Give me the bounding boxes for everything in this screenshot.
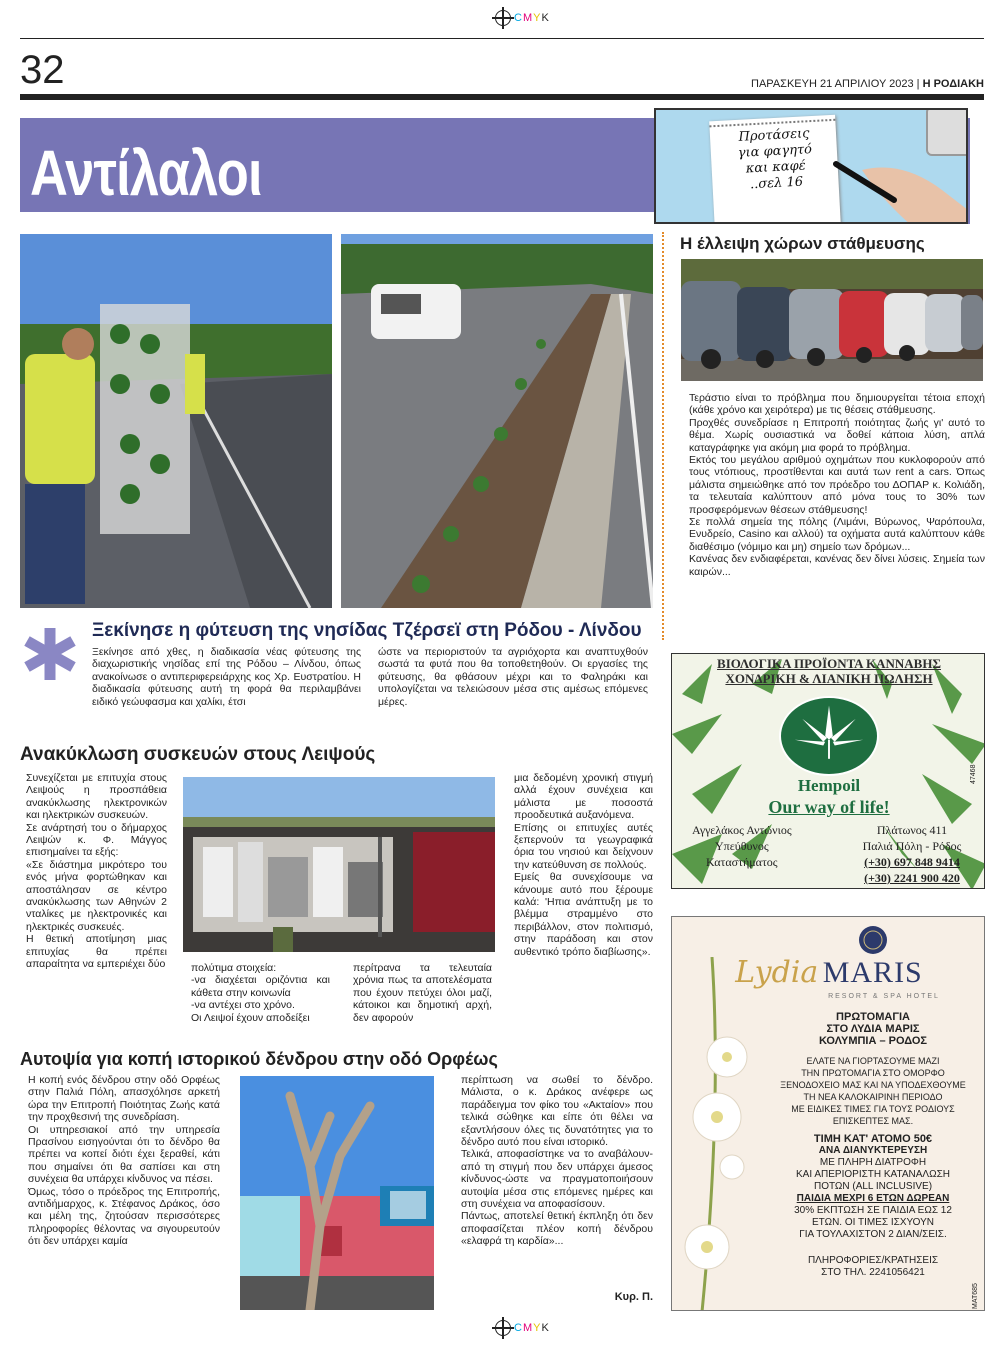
asterisk-icon	[24, 626, 76, 682]
laptop-corner	[926, 108, 968, 156]
lydia-info-1: ΠΛΗΡΟΦΟΡΙΕΣ/ΚΡΑΤΗΣΕΙΣ	[807, 1255, 939, 1266]
crosshair-icon	[495, 1320, 511, 1336]
crosshair-icon	[495, 10, 511, 26]
lydia-body-5: ΜΕ ΕΙΔΙΚΕΣ ΤΙΜΕΣ ΓΙΑ ΤΟΥΣ ΡΟΔΙΟΥΣ	[791, 1104, 955, 1114]
hemp-contact-role-2: Καταστήματος	[706, 855, 778, 869]
hemp-address-2: Παλιά Πόλη - Ρόδος	[862, 839, 962, 853]
promo-notepad	[709, 115, 841, 224]
recycling-col-4: μια δεδομένη χρονική στιγμή αλλά έχουν συνέχεια και μάλιστα με ποσοστά προοδευτικά αυξανόμενα. Επίσης οι επιτυχίες αυτές ξεπερνούν τα γεωγραφικά όρια του νησιού και δείχνουν την κατεύθυνση σε πολλούς. Εμείς θα συνεχίσουμε να κάνουμε αυτό που ξέρουμε καλά: 'Ηπια ανάπτυξη με το βλέμμα στραμμένο στο περιβάλλον, στον πολιτισμό, στην παράδοση και στον αυθεντικό τρόπο διαβίωσης».	[514, 772, 653, 958]
lydia-board-1: ΜΕ ΠΛΗΡΗ ΔΙΑΤΡΟΦΗ	[819, 1157, 927, 1168]
parking-body: Τεράστιο είναι το πρόβλημα που δημιουργείται τέτοια εποχή (κάθε χρόνο και χειρότερα) με τις θέσεις στάθμευσης. Προχθές συνεδρίασε η Επιτροπή ποιότητας ζωής γι' αυτό το θέμα. Χωρίς ουσιαστικά να δοθεί κάποια λύση, απλά καταγράφηκε για ακόμη μια φορά το πρόβλημα. Εκτός του μεγάλου αριθμού οχημάτων που κυκλοφορούν από τους ντόπιους, προστίθενται και αυτά των rent a cars. Όπως μάλιστα σημειώθηκε από τον πρόεδρο του ΔΟΠΑΡ κ. Κολιάδη, τα τελευταία καλύπτουν από μόνα τους το 30% των προσφερόμενων θέσεων στάθμευσης! Σε πολλά σημεία της πόλης (Λιμάνι, Βύρωνος, Ψαρόπουλα, Ενυδρείο, Casino και αλλού) τα οχήματα αυτά καλύπτουν κάθε διαθέσιμο (νόμιμο και μη) σημείο των δρόμων... Κανένας δεν ενδιαφέρεται, κανένας δεν δίνει λύσεις. Σημεία των καιρών...	[689, 392, 985, 578]
hemp-line-2: ΧΟΝΔΡΙΚΗ & ΛΙΑΝΙΚΗ ΠΩΛΗΣΗ	[725, 671, 933, 686]
hemp-phone-1[interactable]: (+30) 697 848 9414	[864, 855, 960, 869]
hemp-line-1: ΒΙΟΛΟΓΙΚΑ ΠΡΟΪΟΝΤΑ ΚΑΝΝΑΒΗΣ	[717, 656, 941, 671]
registration-mark-top: CMYK	[495, 10, 550, 26]
headline-tree: Αυτοψία για κοπή ιστορικού δένδρου στην οδό Ορφέως	[20, 1049, 498, 1069]
headline-planting: Ξεκίνησε η φύτευση της νησίδας Τζέρσεϊ στη Ρόδου - Λίνδου	[92, 620, 642, 641]
photo-orfeos-tree	[240, 1076, 434, 1310]
lydia-body-6: ΕΠΙΣΚΕΠΤΕΣ ΜΑΣ.	[832, 1116, 914, 1126]
photo-recycling-truck	[183, 777, 495, 952]
lydia-body-4: ΤΗ ΝΕΑ ΚΑΛΟΚΑΙΡΙΝΗ ΠΕΡΙΟΔΟ	[803, 1092, 943, 1102]
tree-col-1: Η κοπή ενός δένδρου στην οδό Ορφέως στην Παλιά Πόλη, απασχόλησε αρκετή ώρα την Επιτροπή Ποιότητας Ζωής κατά την προχθεσινή της συνεδρίαση. Οι υπηρεσιακοί από την υπηρεσία Πρασίνου εισηγούνται ότι το δένδρο θα πρέπει να κοπεί διότι έχει ξεραθεί, κάτι που σημαίνει ότι θα σαπίσει και στη συνέχεια θα υπάρχει κίνδυνος να πέσει. Όμως, τόσο ο πρόεδρος της Επιτροπής, αντιδήμαρχος, κ. Στέφανος Δράκος, όσο και μέλη της, ζητούσαν περισσότερες πληροφορίες θέλοντας να σιγουρευτούν ότι δεν υπάρχει καμία	[28, 1074, 220, 1248]
registration-mark-bottom: CMYK	[495, 1320, 550, 1336]
lydia-title-3: ΚΟΛΥΜΠΙΑ – ΡΟΔΟΣ	[818, 1035, 928, 1047]
photo-planting-median	[341, 234, 653, 608]
lydia-board-3: ΠΟΤΩΝ (ALL INCLUSIVE)	[813, 1181, 933, 1192]
column-divider	[662, 232, 664, 640]
photo-planting-workers	[20, 234, 332, 608]
hemp-brand: Hempoil	[797, 776, 861, 795]
hemp-address-1: Πλάτωνος 411	[876, 823, 948, 837]
ad-hempoil[interactable]	[671, 653, 985, 889]
lydia-price-2: ΑΝΑ ΔΙΑΝΥΚΤΕΡΕΥΣΗ	[818, 1145, 928, 1156]
promo-box[interactable]	[654, 108, 968, 224]
cannabis-leaf-icon	[781, 698, 877, 774]
lydia-brand	[672, 955, 985, 990]
recycling-col-3: περίτρανα τα τελευταία χρόνια πως τα αποτελέσματα που έχουν πετύχει όλοι μαζί, κάτοικοι και δημοτική αρχή, δεν αφορούν	[353, 962, 492, 1024]
hemp-ad-code: 47468	[970, 764, 977, 784]
hemp-phone-2[interactable]: (+30) 2241 900 420	[864, 871, 960, 885]
planting-col-1: Ξεκίνησε από χθες, η διαδικασία νέας φύτευσης της διαχωριστικής νησίδας επί της Ρόδου – Λίνδου, όπως ανακοίνωσε ο αντιπεριφερειάρχης κος Χρ. Ευστρατίου. Η διαδικασία φύτευσης αυτή τη φορά θα περιλαμβάνει ειδικό γεώυφασμα και χαλίκι, έτσι	[92, 646, 361, 708]
lydia-price-1: ΤΙΜΗ ΚΑΤ' ΑΤΟΜΟ 50€	[813, 1133, 933, 1145]
recycling-col-1: Συνεχίζεται με επιτυχία στους Λειψούς η προσπάθεια ανακύκλωσης ηλεκτρονικών και ηλεκτρικών συσκευών. Σε ανάρτησή του ο δήμαρχος Λειψών κ. Φ. Μάγγος επισημαίνει τα εξής: «Σε διάστημα μικρότερο του ενός μήνα φορτώθηκαν και αποστάλησαν σε κέντρο ανακύκλωσης των Αθηνών 2 νταλίκες με ηλεκτρονικές και ηλεκτρικές συσκευές. Η θετική αποτίμηση μιας επιτυχίας θα πρέπει απαραίτητα να εμπεριέχει δύο	[26, 772, 167, 971]
lydia-body-2: ΤΗΝ ΠΡΩΤΟΜΑΓΙΑ ΣΤΟ ΟΜΟΡΦΟ	[801, 1068, 945, 1078]
hempoil-logo	[779, 696, 879, 776]
planting-col-2: ώστε να περιοριστούν τα αγριόχορτα και αναπτυχθούν σωστά τα φυτά που θα τοποθετηθούν. Οι εργασίες της φύτευσης, θα φθάσουν μέχρι και το Φαληράκι και υπολογίζεται να τελειώσουν μέσα στις αμέσως επόμενες μέρες.	[378, 646, 648, 708]
white-flowers-decoration	[672, 957, 762, 1311]
lydia-title-1: ΠΡΩΤΟΜΑΓΙΑ	[836, 1011, 910, 1023]
lydia-logo-icon	[858, 925, 888, 955]
lydia-brand-script: Lydia	[735, 955, 819, 990]
tree-signature: Κυρ. Π.	[614, 1291, 653, 1303]
hemp-contact-role: Υπεύθυνος	[715, 839, 769, 853]
headline-recycling: Ανακύκλωση συσκευών στους Λειψούς	[20, 744, 376, 765]
recycling-col-2: πολύτιμα στοιχεία: -να διαχέεται οριζόντια και κάθετα στην κοινωνία -να αντέχει στο χρόνο. Οι Λειψοί έχουν αποδείξει	[191, 962, 330, 1024]
lydia-ad-code: MAT685	[972, 1283, 979, 1309]
header-dateline: ΠΑΡΑΣΚΕΥΗ 21 ΑΠΡΙΛΙΟΥ 2023 | Η ΡΟΔΙΑΚΗ	[751, 78, 984, 90]
hemp-contact-name: Αγγελάκος Αντώνιος	[692, 823, 792, 837]
ad-lydia-maris[interactable]	[671, 916, 985, 1311]
promo-line-2: για φαγητό	[737, 142, 813, 161]
headline-parking: Η έλλειψη χώρων στάθμευσης	[680, 234, 925, 253]
banner-cut	[20, 212, 654, 224]
photo-parked-cars	[681, 259, 983, 381]
lydia-discount-1: 30% ΕΚΠΤΩΣΗ ΣΕ ΠΑΙΔΙΑ ΕΩΣ 12	[794, 1205, 952, 1216]
hand-pen-icon	[832, 150, 968, 224]
page-number: 32	[20, 48, 65, 92]
issue-date: ΠΑΡΑΣΚΕΥΗ 21 ΑΠΡΙΛΙΟΥ 2023	[751, 78, 914, 90]
lydia-subtitle: RESORT & SPA HOTEL	[828, 993, 940, 1000]
promo-line-1: Προτάσεις	[738, 126, 810, 145]
section-title: Αντίλαλοι	[30, 137, 262, 209]
hemp-slogan: Our way of life!	[768, 797, 890, 817]
lydia-info-2[interactable]: ΣΤΟ ΤΗΛ. 2241056421	[821, 1267, 925, 1278]
publication-name: Η ΡΟΔΙΑΚΗ	[922, 78, 984, 90]
header-rule-top	[20, 38, 984, 39]
lydia-discount-3: ΓΙΑ ΤΟΥΛΑΧΙΣΤΟΝ 2 ΔΙΑΝ/ΣΕΙΣ.	[799, 1229, 947, 1240]
lydia-body-3: ΞΕΝΟΔΟΧΕΙΟ ΜΑΣ ΚΑΙ ΝΑ ΥΠΟΔΕΧΘΟΥΜΕ	[780, 1080, 966, 1090]
lydia-body-1: ΕΛΑΤΕ ΝΑ ΓΙΟΡΤΑΣΟΥΜΕ ΜΑΖΙ	[806, 1056, 940, 1066]
lydia-discount-2: ΕΤΩΝ. ΟΙ ΤΙΜΕΣ ΙΣΧΥΟΥΝ	[812, 1217, 934, 1228]
lydia-board-2: ΚΑΙ ΑΠΕΡΙΟΡΙΣΤΗ ΚΑΤΑΝΑΛΩΣΗ	[796, 1169, 950, 1180]
lydia-title-2: ΣΤΟ ΛΥΔΙΑ ΜΑΡΙΣ	[826, 1023, 920, 1035]
lydia-brand-caps: MARIS	[822, 956, 923, 989]
promo-line-3: και καφέ	[745, 158, 807, 177]
promo-line-4: ..σελ 16	[749, 174, 804, 193]
lydia-kids: ΠΑΙΔΙΑ ΜΕΧΡΙ 6 ΕΤΩΝ ΔΩΡΕΑΝ	[796, 1193, 950, 1204]
tree-col-2: περίπτωση να σωθεί το δένδρο. Μάλιστα, ο κ. Δράκος ανέφερε ως παράδειγμα τον φίκο του «Ακταίον» που τελικά σώθηκε και είπε ότι θέλει να εξαντλήσουν όλες τις δυνατότητες για το δένδρο αυτό που είναι ιστορικό. Τελικά, αποφασίστηκε να το αναβάλουν-από τη στιγμή που δεν υπάρχει άμεσος κίνδυνος-ώστε να πραγματοποιήσουν αυτοψία μέσα στις επόμενες ημέρες και στη συνέχεια να αποφασίσουν. Πάντως, αποτελεί θετική έκπληξη ότι δεν αποφασίζεται πλέον κοπή δένδρου «ελαφρά τη καρδία»...	[461, 1074, 653, 1248]
header-rule-bottom	[20, 94, 984, 100]
